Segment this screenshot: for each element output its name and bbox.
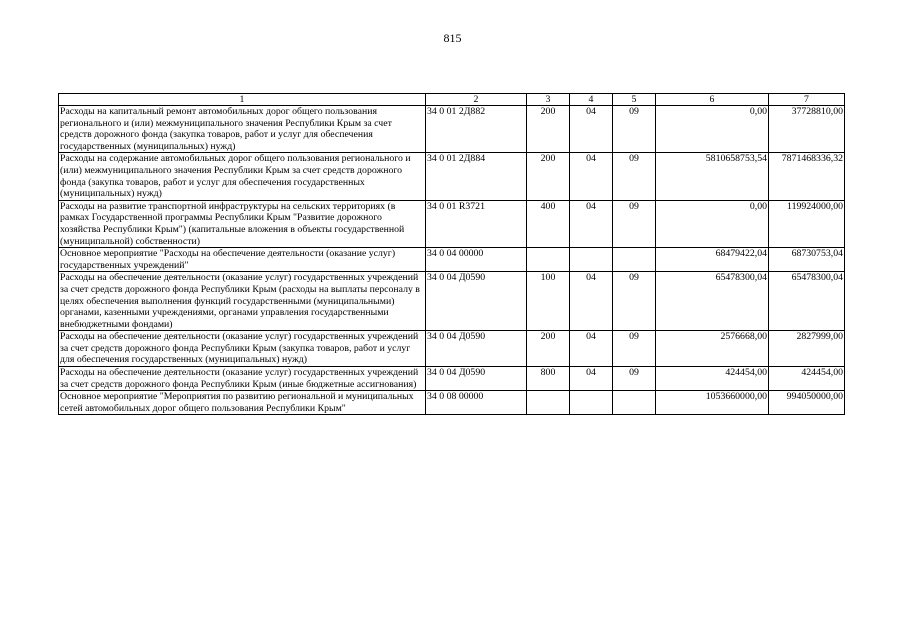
amount-col7: 994050000,00 [769,391,845,415]
column-header-1: 1 [59,94,426,106]
target-article-code: 34 0 04 Д0590 [426,331,527,367]
expense-type-code: 400 [527,200,570,247]
target-article-code: 34 0 01 R3721 [426,200,527,247]
section-code: 04 [570,272,613,331]
expense-name: Расходы на развитие транспортной инфраструктуры на сельских территориях (в рамках Государственной программы Республики Крым "Развитие дорожного хозяйства Республики Крым") (капитальные вложения в объекты государственной (муниципальной) собственности) [59,200,426,247]
column-header-7: 7 [769,94,845,106]
subsection-code: 09 [613,200,656,247]
amount-col7: 68730753,04 [769,248,845,272]
column-header-4: 4 [570,94,613,106]
page-number: 815 [443,31,462,45]
section-code: 04 [570,106,613,153]
column-header-6: 6 [656,94,769,106]
subsection-code: 09 [613,367,656,391]
amount-col6: 1053660000,00 [656,391,769,415]
subsection-code: 09 [613,106,656,153]
section-code [570,391,613,415]
section-code: 04 [570,153,613,200]
subsection-code: 09 [613,331,656,367]
expense-name: Расходы на обеспечение деятельности (оказание услуг) государственных учреждений за счет средств дорожного фонда Республики Крым (иные бюджетные ассигнования) [59,367,426,391]
amount-col6: 424454,00 [656,367,769,391]
subsection-code: 09 [613,153,656,200]
amount-col6: 68479422,04 [656,248,769,272]
expense-name: Расходы на капитальный ремонт автомобильных дорог общего пользования регионального и (или) межмуниципального значения Республики Крым за счет средств дорожного фонда (закупка товаров, работ и услуг для обеспечения государственных (муниципальных) нужд) [59,106,426,153]
expense-type-code [527,248,570,272]
budget-table [58,93,845,415]
expense-name: Расходы на обеспечение деятельности (оказание услуг) государственных учреждений за счет средств дорожного фонда Республики Крым (расходы на выплаты персоналу в целях обеспечения выполнения функций государственными (муниципальными) органами, казенными учреждениями, органами управления государственными внебюджетными фондами) [59,272,426,331]
amount-col6: 0,00 [656,106,769,153]
table-row [59,331,845,367]
table-row [59,106,845,153]
expense-type-code: 800 [527,367,570,391]
section-code: 04 [570,200,613,247]
amount-col7: 424454,00 [769,367,845,391]
amount-col6: 0,00 [656,200,769,247]
column-header-2: 2 [426,94,527,106]
expense-name: Основное мероприятие "Расходы на обеспечение деятельности (оказание услуг) государственных учреждений" [59,248,426,272]
expense-name: Расходы на содержание автомобильных дорог общего пользования регионального и (или) межмуниципального значения Республики Крым за счет средств дорожного фонда (закупка товаров, работ и услуг для обеспечения государственных (муниципальных) нужд) [59,153,426,200]
amount-col7: 119924000,00 [769,200,845,247]
target-article-code: 34 0 04 Д0590 [426,367,527,391]
amount-col6: 2576668,00 [656,331,769,367]
target-article-code: 34 0 04 Д0590 [426,272,527,331]
table-row [59,248,845,272]
target-article-code: 34 0 08 00000 [426,391,527,415]
target-article-code: 34 0 01 2Д884 [426,153,527,200]
expense-name: Расходы на обеспечение деятельности (оказание услуг) государственных учреждений за счет средств дорожного фонда Республики Крым (закупка товаров, работ и услуг для обеспечения государственных (муниципальных) нужд) [59,331,426,367]
section-code [570,248,613,272]
subsection-code [613,248,656,272]
table-row [59,391,845,415]
column-header-3: 3 [527,94,570,106]
expense-type-code: 200 [527,153,570,200]
expense-type-code: 200 [527,331,570,367]
amount-col7: 2827999,00 [769,331,845,367]
table-row [59,153,845,200]
subsection-code: 09 [613,272,656,331]
target-article-code: 34 0 01 2Д882 [426,106,527,153]
subsection-code [613,391,656,415]
expense-type-code: 100 [527,272,570,331]
table-row [59,367,845,391]
amount-col7: 7871468336,32 [769,153,845,200]
amount-col6: 5810658753,54 [656,153,769,200]
column-header-5: 5 [613,94,656,106]
target-article-code: 34 0 04 00000 [426,248,527,272]
table-row [59,200,845,247]
amount-col7: 37728810,00 [769,106,845,153]
table-row [59,272,845,331]
amount-col6: 65478300,04 [656,272,769,331]
section-code: 04 [570,331,613,367]
table-header-row [59,94,845,106]
section-code: 04 [570,367,613,391]
amount-col7: 65478300,04 [769,272,845,331]
expense-type-code [527,391,570,415]
expense-name: Основное мероприятие "Мероприятия по развитию региональной и муниципальных сетей автомобильных дорог общего пользования Республики Крым" [59,391,426,415]
expense-type-code: 200 [527,106,570,153]
